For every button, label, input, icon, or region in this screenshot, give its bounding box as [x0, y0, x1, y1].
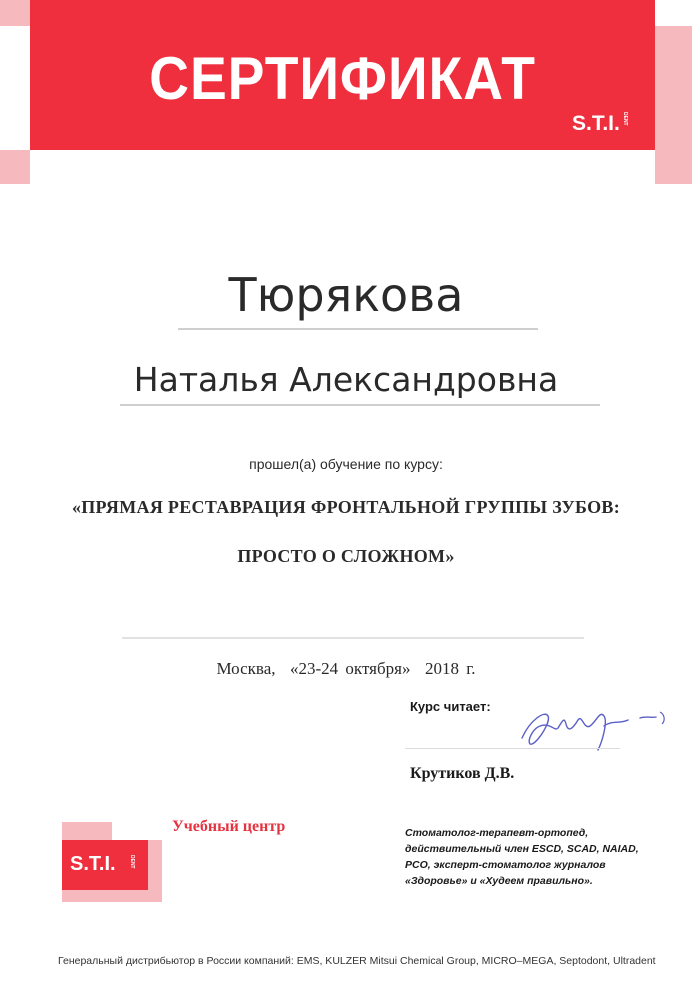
training-logo-text: S.T.I.: [70, 853, 116, 875]
course-divider: [122, 637, 584, 639]
certificate-title: СЕРТИФИКАТ: [149, 45, 536, 112]
sti-logo-header: S.T.I.: [572, 112, 620, 135]
recipient-surname: Тюрякова: [228, 268, 464, 322]
footer-distributor: Генеральный дистрибьютор в России компаний: EMS, KULZER Mitsui Chemical Group, MICRO–MEGA, Septodont, Ultradent: [58, 955, 656, 967]
training-logo-dent: DENT: [129, 855, 135, 869]
given-names-underline: [120, 404, 600, 406]
sti-logo-header-dent: DENT: [622, 112, 628, 126]
signature-image: [500, 690, 680, 760]
certificate-banner: [30, 0, 655, 150]
credentials-line: РСО, эксперт-стоматолог журналов: [405, 859, 606, 871]
banner-decor-top-left: [0, 0, 30, 26]
course-intro: прошел(а) обучение по курсу:: [249, 456, 443, 472]
training-center-label: Учебный центр: [172, 818, 286, 835]
lecturer-name: Крутиков Д.В.: [410, 765, 515, 782]
lecturer-credentials: [405, 825, 639, 889]
recipient-given-names: Наталья Александровна: [133, 360, 559, 399]
lecturer-label: Курс читает:: [410, 699, 491, 714]
signature-line: [405, 748, 620, 749]
course-title-line1: «ПРЯМАЯ РЕСТАВРАЦИЯ ФРОНТАЛЬНОЙ ГРУППЫ ЗУБОВ:: [71, 497, 621, 517]
banner-decor-right: [655, 26, 692, 184]
credentials-line: Стоматолог-терапевт-ортопед,: [405, 827, 589, 839]
place-date: Москва, «23-24 октября» 2018 г.: [216, 659, 476, 678]
banner-decor-bottom-left: [0, 150, 30, 184]
course-title-line2: ПРОСТО О СЛОЖНОМ»: [237, 546, 455, 566]
credentials-line: действительный член ESCD, SCAD, NAIAD,: [405, 843, 639, 855]
surname-underline: [178, 328, 538, 330]
credentials-line: «Здоровье» и «Худеем правильно».: [405, 875, 593, 887]
